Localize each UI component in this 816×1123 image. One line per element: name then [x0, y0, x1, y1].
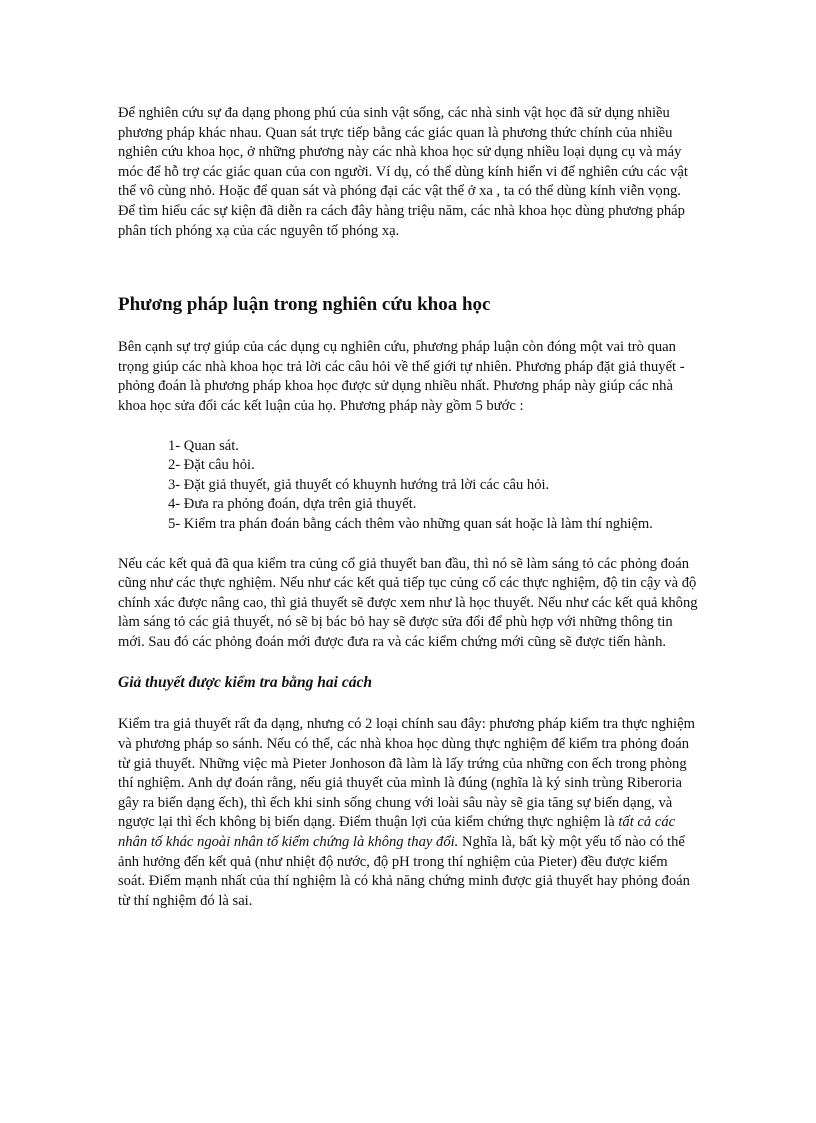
- subheading: Giả thuyết được kiểm tra bằng hai cách: [118, 674, 372, 692]
- step-item: 3- Đặt giả thuyết, giả thuyết có khuynh hướng trả lời các câu hỏi.: [168, 476, 550, 493]
- testing-paragraph-emphasis: tất cả các nhân tố khác ngoài nhân tố kiểm chứng là không thay đổi.: [118, 814, 676, 851]
- step-item: 1- Quan sát.: [168, 437, 239, 454]
- testing-paragraph-part2: Nghĩa là, bất kỳ một yếu tố nào có thể ảnh hưởng đến kết quả (như nhiệt độ nước, độ pH trong thí nghiệm của Pieter) đều được kiểm soát. Điểm mạnh nhất của thí nghiệm là có khả năng chứng minh được giả thuyết hay phỏng đoán từ thí nghiệm đó là sai.: [118, 834, 690, 909]
- method-paragraph: Bên cạnh sự trợ giúp của các dụng cụ nghiên cứu, phương pháp luận còn đóng một vai trò quan trọng giúp các nhà khoa học trả lời các câu hỏi về thế giới tự nhiên. Phương pháp đặt giả thuyết - phỏng đoán là phương pháp khoa học được sử dụng nhiều nhất. Phương pháp này giúp các nhà khoa học sửa đổi các kết luận của họ. Phương pháp này gồm 5 bước :: [118, 339, 685, 414]
- testing-paragraph-part1: Kiểm tra giả thuyết rất đa dạng, nhưng có 2 loại chính sau đây: phương pháp kiểm tra thực nghiệm và phương pháp so sánh. Nếu có thể, các nhà khoa học dùng thực nghiệm để kiểm tra phỏng đoán từ giả thuyết. Những việc mà Pieter Jonhoson đã làm là lấy trứng của những con ếch trong phòng thí nghiệm. Anh dự đoán rằng, nếu giả thuyết của mình là đúng (nghĩa là ký sinh trùng Riberoria gây ra biến dạng ếch), thì ếch khi sinh sống chung với loài sâu này sẽ gia tăng sự biến dạng, và ngược lại thì ếch không bị biến dạng. Điểm thuận lợi của kiểm chứng thực nghiệm là: [118, 716, 695, 831]
- step-item: 2- Đặt câu hỏi.: [168, 457, 255, 474]
- results-paragraph: Nếu các kết quả đã qua kiểm tra củng cố giả thuyết ban đầu, thì nó sẽ làm sáng tỏ các phỏng đoán cũng như các thực nghiệm. Nếu như các kết quả tiếp tục củng cố các thực nghiệm, độ tin cậy và độ chính xác được nâng cao, thì giả thuyết sẽ được xem như là học thuyết. Nếu như các kết quả không làm sáng tỏ các giả thuyết, nó sẽ bị bác bỏ hay sẽ được sửa đổi để phù hợp với những thông tin mới. Sau đó các phỏng đoán mới được đưa ra và các kiểm chứng mới cũng sẽ được tiến hành.: [118, 555, 698, 650]
- document-page: [118, 104, 698, 911]
- testing-paragraph: [118, 715, 698, 911]
- steps-list: [118, 437, 698, 535]
- step-item: 5- Kiểm tra phán đoán bằng cách thêm vào những quan sát hoặc là làm thí nghiệm.: [168, 515, 653, 532]
- section-heading: Phương pháp luận trong nghiên cứu khoa học: [118, 294, 491, 316]
- step-item: 4- Đưa ra phỏng đoán, dựa trên giả thuyết.: [168, 496, 417, 513]
- intro-paragraph: Để nghiên cứu sự đa dạng phong phú của sinh vật sống, các nhà sinh vật học đã sử dụng nhiều phương pháp khác nhau. Quan sát trực tiếp bằng các giác quan là phương thức chính của nhiều nghiên cứu khoa học, ở những phương này các nhà khoa học sử dụng nhiều loại dụng cụ và máy móc để hỗ trợ các giác quan của con người. Ví dụ, có thể dùng kính hiển vi để nghiên cứu các vật thể vô cùng nhỏ. Hoặc để quan sát và phóng đại các vật thể ở xa , ta có thể dùng kính viễn vọng. Để tìm hiểu các sự kiện đã diễn ra cách đây hàng triệu năm, các nhà khoa học dùng phương pháp phân tích phóng xạ của các nguyên tố phóng xạ.: [118, 105, 688, 239]
